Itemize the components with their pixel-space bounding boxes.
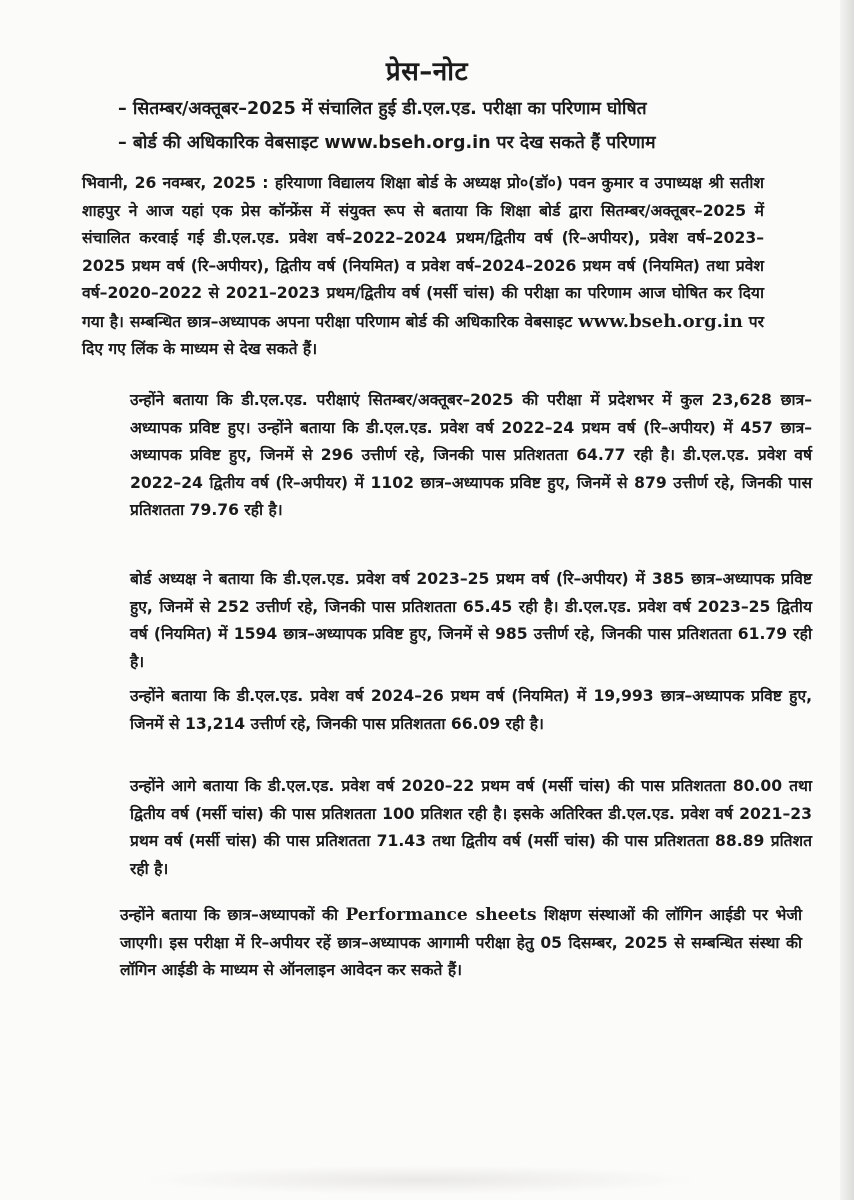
paragraph-2023-25-results: बोर्ड अध्यक्ष ने बताया कि डी.एल.एड. प्रवेश वर्ष 2023–25 प्रथम वर्ष (रि–अपीयर) में 385 छात्र–अध्यापक प्रविष्ट हुए, जिनमें से 252 उत्तीर्ण रहे, जिनकी पास प्रतिशतता 65.45 रही है। डी.एल.एड. प्रवेश वर्ष 2023–25 द्वितीय वर्ष (नियमित) में 1594 छात्र–अध्यापक प्रविष्ट हुए, जिनमें से 985 उत्तीर्ण रहे, जिनकी पास प्रतिशतता 61.79 रही है। — [130, 570, 812, 671]
subheading-result-declared: – सितम्बर/अक्तूबर–2025 में संचालित हुई डी.एल.एड. परीक्षा का परिणाम घोषित — [118, 99, 647, 119]
subheading-website: – बोर्ड की अधिकारिक वेबसाइट www.bseh.org.in पर देख सकते हैं परिणाम — [118, 133, 656, 153]
paragraph-performance-sheets — [82, 902, 802, 985]
performance-sheets-term: Performance sheets — [345, 905, 537, 925]
paper-smudge — [140, 1165, 700, 1195]
website-link: www.bseh.org.in — [578, 310, 743, 332]
page-edge-shadow — [840, 0, 854, 1200]
paragraph-mercy-chance-results: उन्होंने आगे बताया कि डी.एल.एड. प्रवेश वर्ष 2020–22 प्रथम वर्ष (मर्सी चांस) की पास प्रतिशतता 80.00 तथा द्वितीय वर्ष (मर्सी चांस) की पास प्रतिशतता 100 प्रतिशत रही है। इसके अतिरिक्त डी.एल.एड. प्रवेश वर्ष 2021–23 प्रथम वर्ष (मर्सी चांस) की पास प्रतिशतता 71.43 तथा द्वितीय वर्ष (मर्सी चांस) की पास प्रतिशतता 88.89 प्रतिशत रही है। — [130, 777, 812, 878]
paragraph-performance-end: शिक्षण संस्थाओं की लॉगिन आईडी पर भेजी जाएगी। इस परीक्षा में रि–अपीयर रहें छात्र–अध्यापक आगामी परीक्षा हेतु 05 दिसम्बर, 2025 से सम्बन्धित संस्था की लॉगिन आईडी के माध्यम से ऑनलाइन आवेदन कर सकते हैं। — [120, 906, 802, 979]
paragraph-2024-26-results: उन्होंने बताया कि डी.एल.एड. प्रवेश वर्ष 2024–26 प्रथम वर्ष (नियमित) में 19,993 छात्र–अध्यापक प्रविष्ट हुए, जिनमें से 13,214 उत्तीर्ण रहे, जिनकी पास प्रतिशतता 66.09 रही है। — [130, 687, 812, 733]
paragraph-intro-text: भिवानी, 26 नवम्बर, 2025 : हरियाणा विद्यालय शिक्षा बोर्ड के अध्यक्ष प्रो०(डॉ०) पवन कुमार व उपाध्यक्ष श्री सतीश शाहपुर ने आज यहां एक प्रेस कॉन्फ्रेंस में संयुक्त रूप से बताया कि शिक्षा बोर्ड द्वारा सितम्बर/अक्तूबर–2025 में संचालित करवाई गई डी.एल.एड. प्रवेश वर्ष–2022–2024 प्रथम/द्वितीय वर्ष (रि–अपीयर), प्रवेश वर्ष–2023–2025 प्रथम वर्ष (रि–अपीयर), द्वितीय वर्ष (नियमित) व प्रवेश वर्ष–2024–2026 प्रथम वर्ष (नियमित) तथा प्रवेश वर्ष–2020–2022 से 2021–2023 प्रथम/द्वितीय वर्ष (मर्सी चांस) की परीक्षा का परिणाम आज घोषित कर दिया गया है। सम्बन्धित छात्र–अध्यापक अपना परीक्षा परिणाम बोर्ड की अधिकारिक वेबसाइट — [82, 174, 764, 331]
paragraph-performance-text: उन्होंने बताया कि छात्र–अध्यापकों की — [120, 906, 346, 924]
paragraph-2022-24-results: उन्होंने बताया कि डी.एल.एड. परीक्षाएं सितम्बर/अक्तूबर–2025 की परीक्षा में प्रदेशभर में कुल 23,628 छात्र–अध्यापक प्रविष्ट हुए। उन्होंने बताया कि डी.एल.एड. प्रवेश वर्ष 2022–24 प्रथम वर्ष (रि–अपीयर) में 457 छात्र–अध्यापक प्रविष्ट हुए, जिनमें से 296 उत्तीर्ण रहे, जिनकी पास प्रतिशतता 64.77 रही है। डी.एल.एड. प्रवेश वर्ष 2022–24 द्वितीय वर्ष (रि–अपीयर) में 1102 छात्र–अध्यापक प्रविष्ट हुए, जिनमें से 879 उत्तीर्ण रहे, जिनकी पास प्रतिशतता 79.76 रही है। — [130, 391, 812, 519]
page-title: प्रेस–नोट — [385, 57, 469, 87]
paragraph-intro — [82, 170, 764, 364]
paragraph-intro-end: पर दिए गए लिंक के माध्यम से देख सकते हैं। — [82, 312, 764, 358]
